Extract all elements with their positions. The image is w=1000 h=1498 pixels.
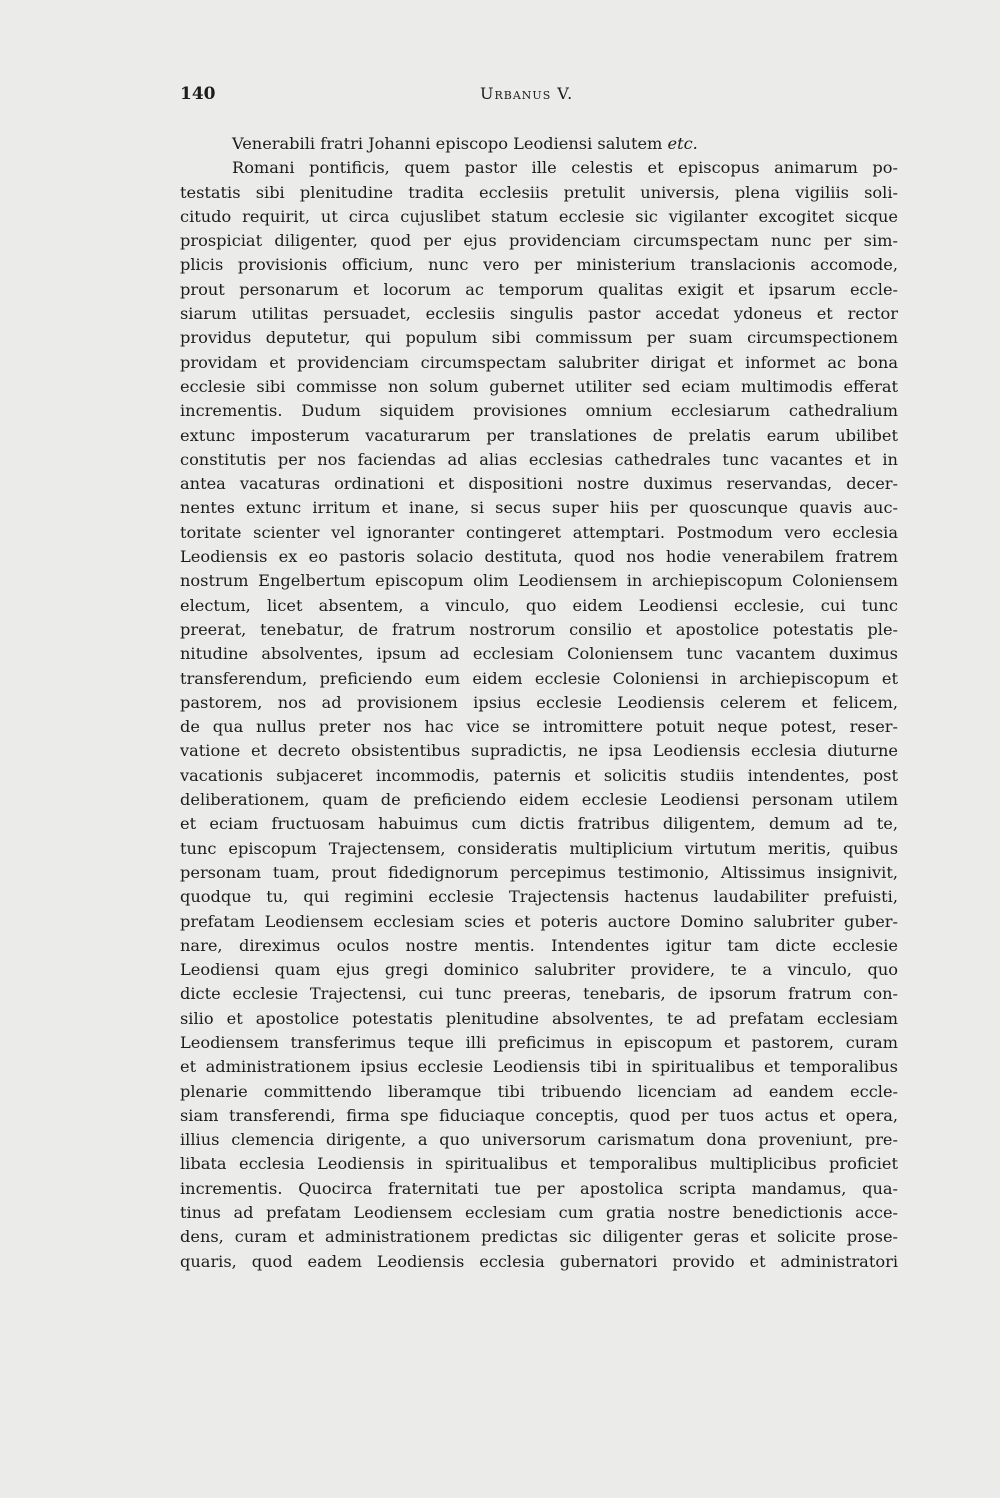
text-line: quodque tu, qui regimini ecclesie Trajectensis hactenus laudabiliter prefuisti, <box>180 887 898 907</box>
text-line: prospiciat diligenter, quod per ejus providenciam circumspectam nunc per sim- <box>180 231 898 251</box>
text-line: siam transferendi, firma spe fiduciaque conceptis, quod per tuos actus et opera, <box>180 1105 898 1125</box>
text-line: et administrationem ipsius ecclesie Leodiensis tibi in spiritualibus et temporalibus <box>180 1057 898 1077</box>
text-line: ecclesie sibi commisse non solum gubernet utiliter sed eciam multimodis efferat <box>180 376 898 396</box>
text-line: Romani pontificis, quem pastor ille celestis et episcopus animarum po- <box>232 158 898 178</box>
text-line: prout personarum et locorum ac temporum qualitas exigit et ipsarum eccle- <box>180 279 898 299</box>
text-line: tunc episcopum Trajectensem, consideratis multiplicium virtutum meritis, quibus <box>180 838 898 858</box>
text-line: prefatam Leodiensem ecclesiam scies et poteris auctore Domino salubriter guber- <box>180 911 898 931</box>
text-line: electum, licet absentem, a vinculo, quo eidem Leodiensi ecclesie, cui tunc <box>180 595 898 615</box>
text-line: dicte ecclesie Trajectensi, cui tunc preeras, tenebaris, de ipsorum fratrum con- <box>180 984 898 1004</box>
letter-body <box>180 132 898 1274</box>
page-header <box>180 84 898 114</box>
text-line: plicis provisionis officium, nunc vero per ministerium translacionis accomode, <box>180 255 898 275</box>
text-line: citudo requirit, ut circa cujuslibet statum ecclesie sic vigilanter excogitet sicque <box>180 206 898 226</box>
text-line: vatione et decreto obsistentibus supradictis, ne ipsa Leodiensis ecclesia diuturne <box>180 741 898 761</box>
text-line: nare, direximus oculos nostre mentis. Intendentes igitur tam dicte ecclesie <box>180 935 898 955</box>
text-line: incrementis. Dudum siquidem provisiones omnium ecclesiarum cathedralium <box>180 401 898 421</box>
text-line: tinus ad prefatam Leodiensem ecclesiam cum gratia nostre benedictionis acce- <box>180 1203 898 1223</box>
text-line: antea vacaturas ordinationi et dispositioni nostre duximus reservandas, decer- <box>180 474 898 494</box>
text-line: preerat, tenebatur, de fratrum nostrorum consilio et apostolice potestatis ple- <box>180 619 898 639</box>
text-line: extunc imposterum vacaturarum per translationes de prelatis earum ubilibet <box>180 425 898 445</box>
text-line: providus deputetur, qui populum sibi commissum per suam circumspectionem <box>180 328 898 348</box>
text-line: constitutis per nos faciendas ad alias ecclesias cathedrales tunc vacantes et in <box>180 449 898 469</box>
text-line: deliberationem, quam de preficiendo eidem ecclesie Leodiensi personam utilem <box>180 790 898 810</box>
text-line: testatis sibi plenitudine tradita ecclesiis pretulit universis, plena vigiliis soli- <box>180 182 898 202</box>
text-line: plenarie committendo liberamque tibi tribuendo licenciam ad eandem eccle- <box>180 1081 898 1101</box>
text-line: toritate scienter vel ignoranter contingeret attemptari. Postmodum vero ecclesia <box>180 522 898 542</box>
text-line: transferendum, preficiendo eum eidem ecclesie Coloniensi in archiepiscopum et <box>180 668 898 688</box>
text-line: vacationis subjaceret incommodis, paternis et solicitis studiis intendentes, post <box>180 765 898 785</box>
text-line: libata ecclesia Leodiensis in spiritualibus et temporalibus multiplicibus proficiet <box>180 1154 898 1174</box>
salutation-line <box>180 132 898 156</box>
running-title: Urbanus V. <box>480 84 574 103</box>
text-line: pastorem, nos ad provisionem ipsius ecclesie Leodiensis celerem et felicem, <box>180 692 898 712</box>
text-line: siarum utilitas persuadet, ecclesiis singulis pastor accedat ydoneus et rector <box>180 304 898 324</box>
salutation-text: Venerabili fratri Johanni episcopo Leodiensi salutem <box>232 134 668 153</box>
text-line: incrementis. Quocirca fraternitati tue per apostolica scripta mandamus, qua- <box>180 1178 898 1198</box>
text-line: providam et providenciam circumspectam salubriter dirigat et informet ac bona <box>180 352 898 372</box>
text-line: silio et apostolice potestatis plenitudine absolventes, te ad prefatam ecclesiam <box>180 1008 898 1028</box>
text-line: et eciam fructuosam habuimus cum dictis fratribus diligentem, demum ad te, <box>180 814 898 834</box>
text-line: de qua nullus preter nos hac vice se intromittere potuit neque potest, reser- <box>180 717 898 737</box>
text-line: Leodiensem transferimus teque illi preficimus in episcopum et pastorem, curam <box>180 1032 898 1052</box>
text-line: illius clemencia dirigente, a quo universorum carismatum dona proveniunt, pre- <box>180 1130 898 1150</box>
text-line: nostrum Engelbertum episcopum olim Leodiensem in archiepiscopum Coloniensem <box>180 571 898 591</box>
text-line: Leodiensis ex eo pastoris solacio destituta, quod nos hodie venerabilem fratrem <box>180 547 898 567</box>
text-line: dens, curam et administrationem predictas sic diligenter geras et solicite prose- <box>180 1227 898 1247</box>
text-line: quaris, quod eadem Leodiensis ecclesia gubernatori provido et administratori <box>180 1251 898 1271</box>
text-line: Leodiensi quam ejus gregi dominico salubriter providere, te a vinculo, quo <box>180 960 898 980</box>
salutation-etc: etc. <box>667 134 698 153</box>
text-line: personam tuam, prout fidedignorum percepimus testimonio, Altissimus insignivit, <box>180 862 898 882</box>
page-number: 140 <box>180 84 216 104</box>
text-line: nitudine absolventes, ipsum ad ecclesiam Coloniensem tunc vacantem duximus <box>180 644 898 664</box>
text-line: nentes extunc irritum et inane, si secus super hiis per quoscunque quavis auc- <box>180 498 898 518</box>
